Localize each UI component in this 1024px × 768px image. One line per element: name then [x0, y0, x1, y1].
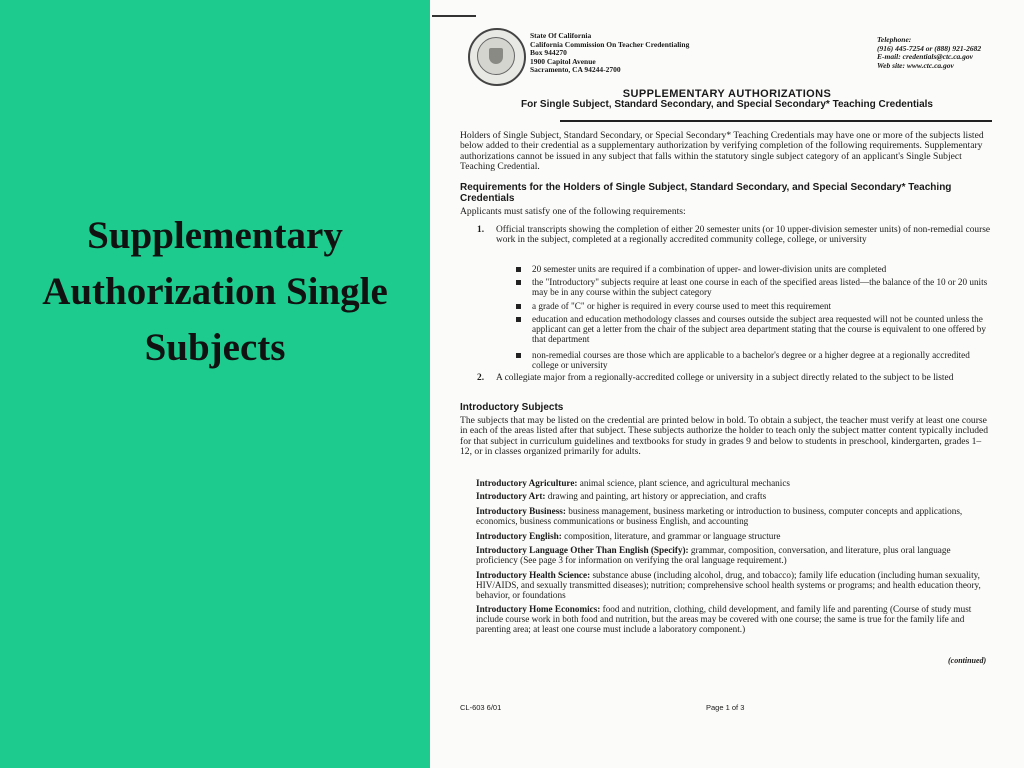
- form-id: CL-603 6/01: [460, 703, 502, 712]
- introductory-subjects-paragraph: The subjects that may be listed on the credential are printed below in bold. To obtain a subject, the teacher must verify at least one course in each of the areas listed after that subject. These subjects authorize the holder to teach only the subject matter content typically included for that subject in curriculum guidelines and textbooks for study in grades 9 and below to students in preschool, kindergarten, grades 1–12, or in classes organized primarily for adults.: [460, 415, 989, 458]
- requirement-item-2: 2. A collegiate major from a regionally-accredited college or university in a subject directly related to the subject to be listed: [477, 373, 954, 383]
- requirement-item-1: 1. Official transcripts showing the completion of either 20 semester units (or 10 upper-division semester units) of non-remedial course work in the subject, completed at a regionally accredited community college, college, or university: [477, 225, 991, 246]
- requirement-bullet: education and education methodology classes and courses outside the subject area requested will not be counted unless the applicant can get a letter from the chair of the subject area department stating that the course is equivalent to one offered by that department: [532, 314, 990, 344]
- subject-entry: Introductory English: composition, literature, and grammar or language structure: [476, 531, 781, 541]
- introductory-subjects-heading: Introductory Subjects: [460, 402, 564, 413]
- requirement-bullet: the "Introductory" subjects require at least one course in each of the specified areas listed—the balance of the 10 or 20 units may be in any course within the subject category: [532, 277, 990, 297]
- slide-title-line-2: Authorization Single: [42, 270, 388, 313]
- intro-paragraph: Holders of Single Subject, Standard Secondary, or Special Secondary* Teaching Credentials may have one or more of the subjects listed below added to their credential as a supplementary authorization by verifying completion of the following requirements. Supplementary authorizations cannot be issued in any subject that falls within the statutory single subject category of an applicant's Single Subject Teaching Credential.: [460, 130, 984, 173]
- document-title: SUPPLEMENTARY AUTHORIZATIONS: [622, 88, 832, 100]
- subject-entry: Introductory Home Economics: food and nutrition, clothing, child development, and family life and parenting (Course of study must include course work in both food and nutrition, but the areas may be covered with one course; the same is true for the family life and parenting area; at least one course must include a laboratory component.): [476, 604, 972, 635]
- slide-title: [0, 208, 430, 376]
- scan-mark: [432, 15, 476, 17]
- title-rule: [560, 120, 992, 122]
- requirements-lead: Applicants must satisfy one of the following requirements:: [460, 206, 686, 217]
- document-scan: [430, 0, 1024, 768]
- subject-entry: Introductory Language Other Than English (Specify): grammar, composition, conversation, and literature, plus oral language proficiency (See page 3 for information on verifying the oral language requirement.): [476, 545, 951, 566]
- requirement-bullet: non-remedial courses are those which are applicable to a bachelor's degree or a higher degree at a regionally accredited college or university: [532, 350, 990, 370]
- title-panel: [0, 0, 430, 768]
- continued-note: (continued): [948, 656, 987, 665]
- document-subtitle: For Single Subject, Standard Secondary, and Special Secondary* Teaching Credentials: [521, 99, 933, 110]
- slide-title-line-1: Supplementary: [87, 214, 343, 257]
- subject-entry: Introductory Art: drawing and painting, art history or appreciation, and crafts: [476, 491, 767, 501]
- state-seal-icon: [468, 28, 526, 86]
- page-number: Page 1 of 3: [706, 703, 745, 712]
- agency-contact: Telephone: (916) 445-7254 or (888) 921-2682 E-mail: credentials@ctc.ca.gov Web site: www.ctc.ca.gov: [877, 35, 982, 70]
- agency-address: State Of California California Commission On Teacher Credentialing Box 944270 1900 Capitol Avenue Sacramento, CA 94244-2700: [530, 31, 690, 75]
- subject-entry: Introductory Agriculture: animal science, plant science, and agricultural mechanics: [476, 478, 790, 488]
- subject-entry: Introductory Business: business management, business marketing or introduction to business, computer concepts and applications, economics, business communications or business English, and accounting: [476, 506, 963, 527]
- slide-title-line-3: Subjects: [144, 326, 286, 369]
- subject-entry: Introductory Health Science: substance abuse (including alcohol, drug, and tobacco); family life education (including human sexuality, HIV/AIDS, and sexually transmitted diseases); nutrition; comprehensive school health systems or programs; and health education theory, behavior, or foundations: [476, 570, 981, 601]
- requirement-bullet: 20 semester units are required if a combination of upper- and lower-division units are completed: [532, 264, 990, 274]
- requirements-heading: Requirements for the Holders of Single Subject, Standard Secondary, and Special Secondary* Teaching Credentials: [460, 182, 952, 204]
- requirement-bullet: a grade of "C" or higher is required in every course used to meet this requirement: [532, 301, 990, 311]
